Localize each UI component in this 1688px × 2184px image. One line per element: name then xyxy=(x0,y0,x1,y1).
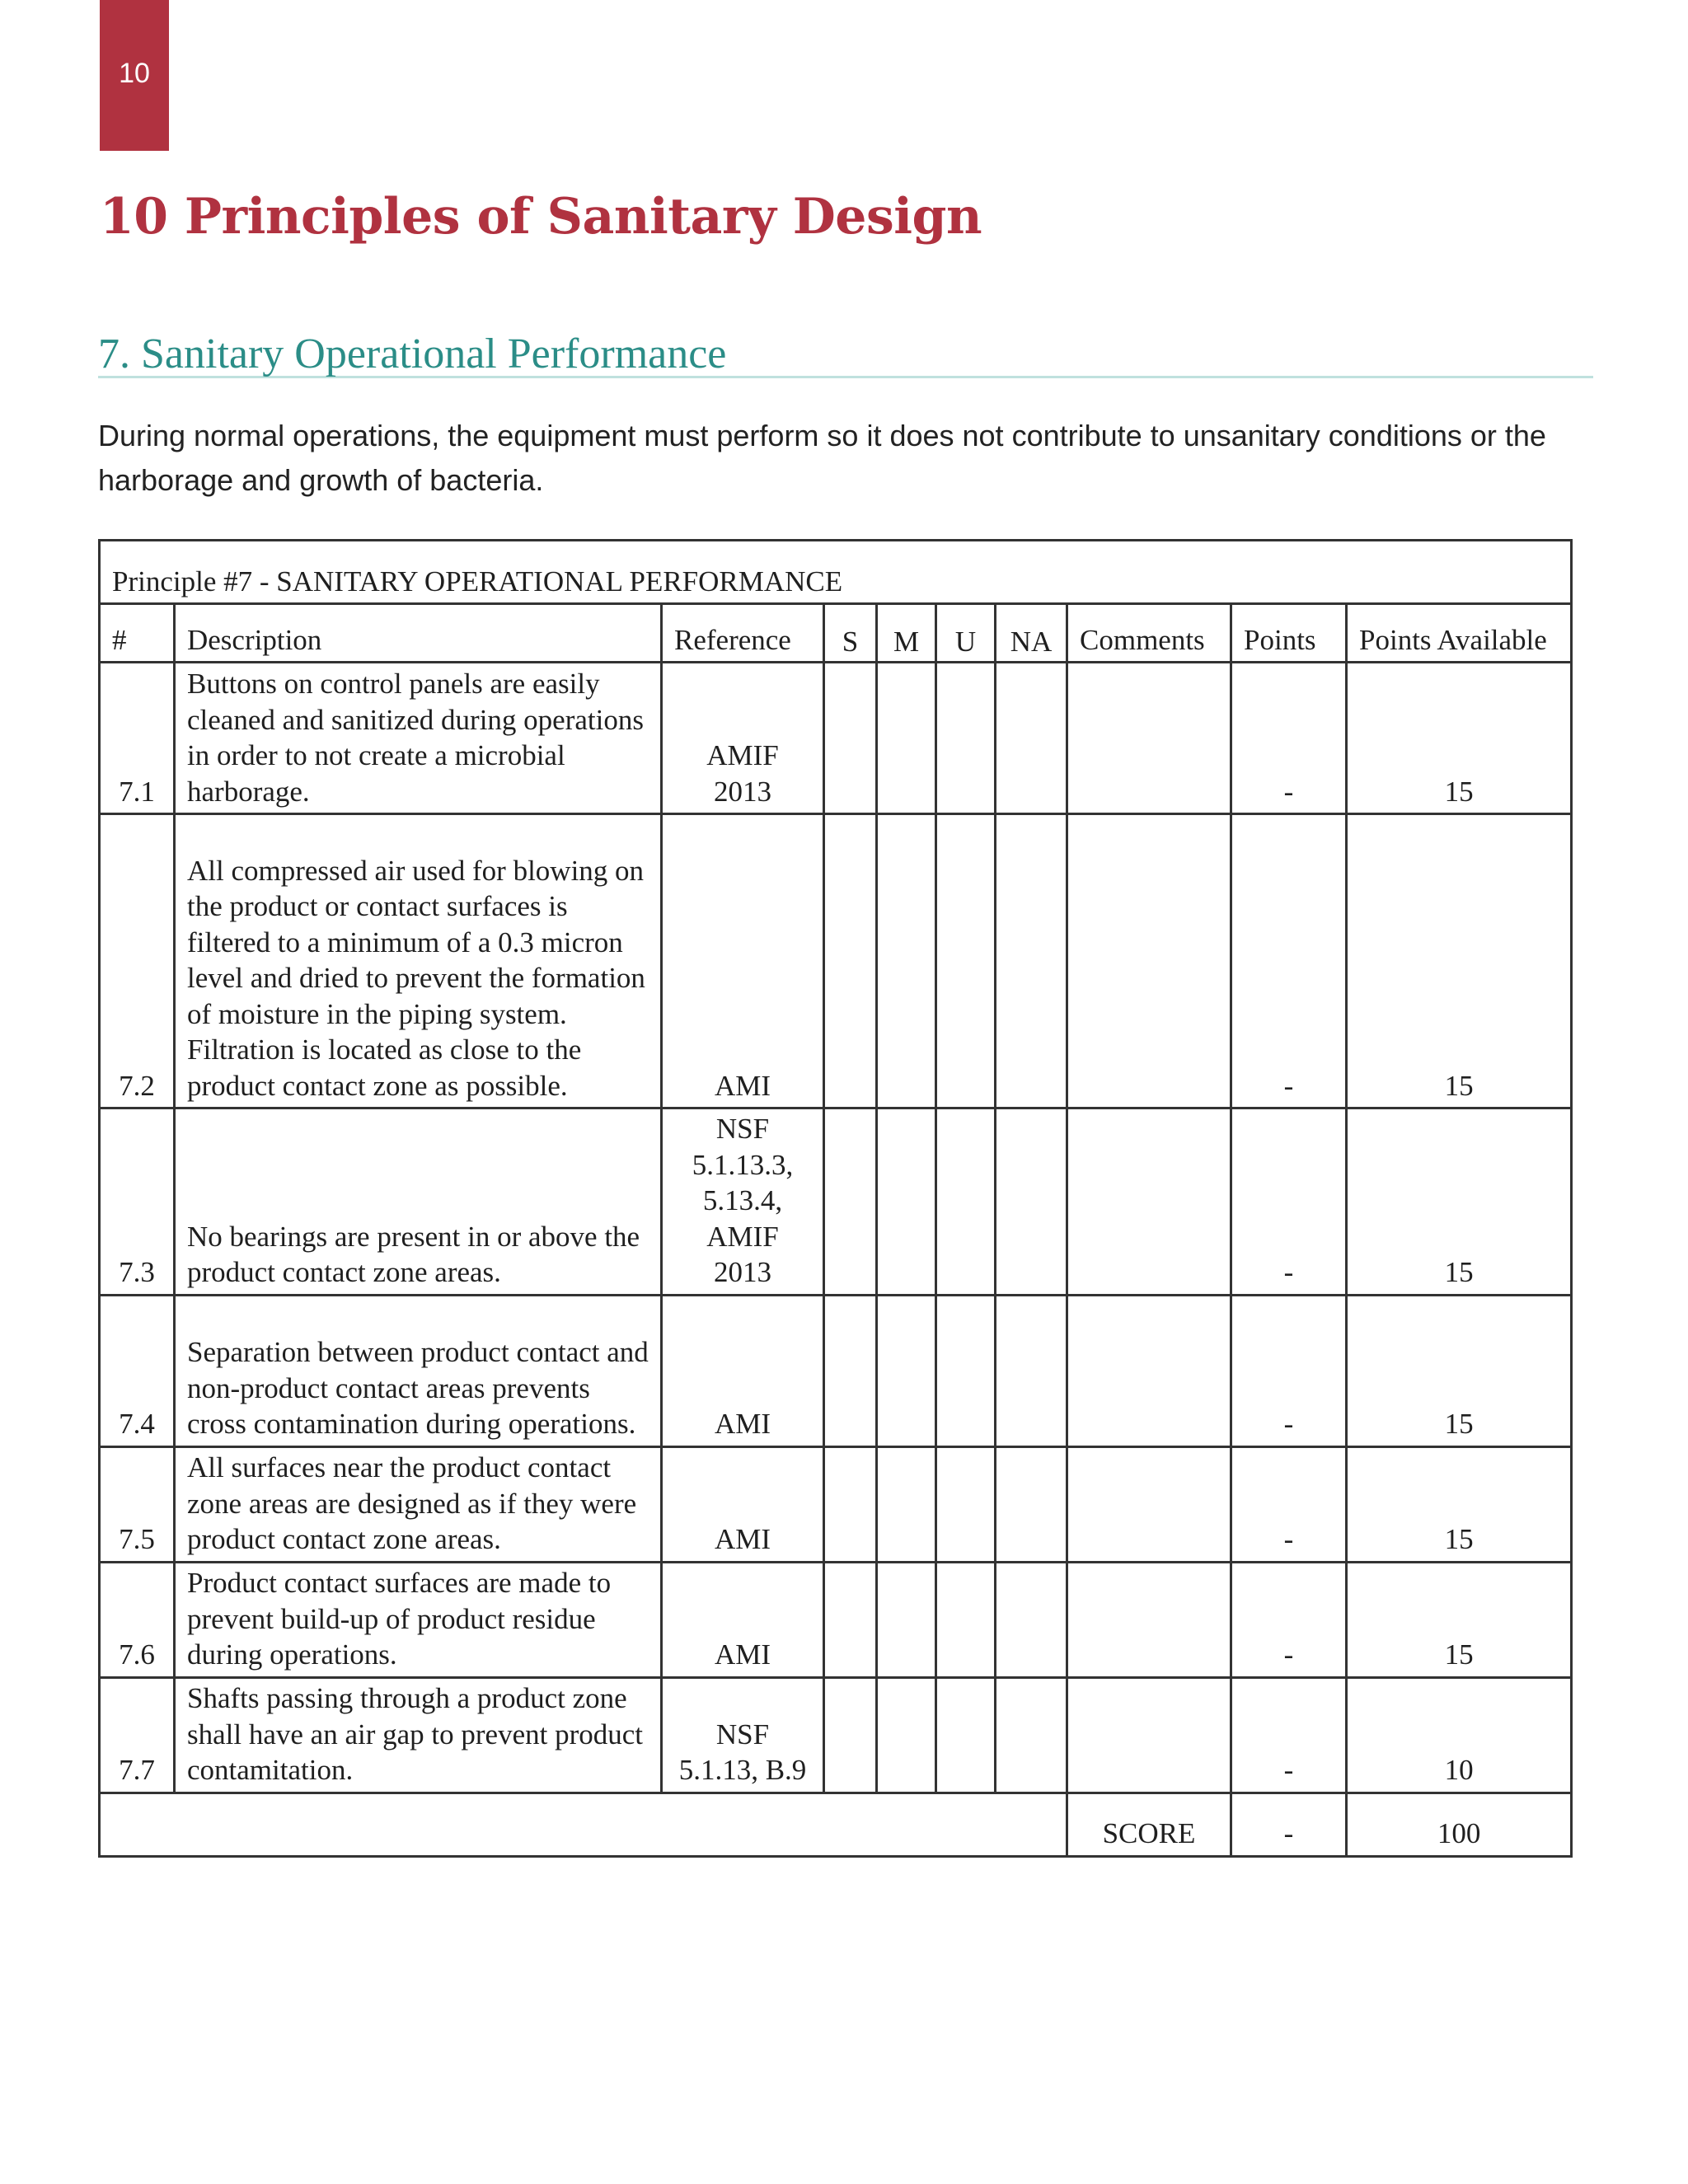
row-comments-cell[interactable] xyxy=(1067,663,1231,814)
score-row xyxy=(100,1793,1572,1856)
row-s-cell[interactable] xyxy=(824,814,877,1108)
row-s-cell[interactable] xyxy=(824,663,877,814)
header-u: U xyxy=(936,604,996,663)
row-points: - xyxy=(1231,663,1347,814)
score-points: - xyxy=(1231,1793,1347,1856)
row-u-cell[interactable] xyxy=(936,1677,996,1793)
row-reference: NSF 5.1.13, B.9 xyxy=(662,1677,824,1793)
row-na-cell[interactable] xyxy=(996,1108,1067,1296)
header-points: Points xyxy=(1231,604,1347,663)
table-title-row xyxy=(100,541,1572,604)
row-u-cell[interactable] xyxy=(936,814,996,1108)
row-reference: AMI xyxy=(662,1446,824,1562)
row-points-available: 15 xyxy=(1347,1562,1572,1677)
table-row xyxy=(100,814,1572,1108)
row-num: 7.4 xyxy=(100,1295,175,1446)
row-points-available: 15 xyxy=(1347,1108,1572,1296)
row-num: 7.5 xyxy=(100,1446,175,1562)
page-number: 10 xyxy=(119,58,150,89)
section-heading: 7. Sanitary Operational Performance xyxy=(98,328,1593,378)
table-title: Principle #7 - SANITARY OPERATIONAL PERFORMANCE xyxy=(100,541,1572,604)
row-u-cell[interactable] xyxy=(936,1295,996,1446)
row-points-available: 10 xyxy=(1347,1677,1572,1793)
header-s: S xyxy=(824,604,877,663)
table-header-row xyxy=(100,604,1572,663)
row-num: 7.2 xyxy=(100,814,175,1108)
row-comments-cell[interactable] xyxy=(1067,1295,1231,1446)
row-points: - xyxy=(1231,814,1347,1108)
header-points-available: Points Available xyxy=(1347,604,1572,663)
row-reference: AMI xyxy=(662,1562,824,1677)
score-row-spacer xyxy=(100,1793,1067,1856)
header-num: # xyxy=(100,604,175,663)
row-num: 7.3 xyxy=(100,1108,175,1296)
row-na-cell[interactable] xyxy=(996,814,1067,1108)
row-u-cell[interactable] xyxy=(936,663,996,814)
row-na-cell[interactable] xyxy=(996,1677,1067,1793)
row-points: - xyxy=(1231,1108,1347,1296)
page-number-tab xyxy=(100,0,169,151)
header-description: Description xyxy=(175,604,662,663)
row-description: All surfaces near the product contact zone areas are designed as if they were product contact zone areas. xyxy=(175,1446,662,1562)
row-points: - xyxy=(1231,1295,1347,1446)
row-m-cell[interactable] xyxy=(877,1295,936,1446)
row-comments-cell[interactable] xyxy=(1067,1446,1231,1562)
row-points-available: 15 xyxy=(1347,663,1572,814)
row-comments-cell[interactable] xyxy=(1067,1562,1231,1677)
row-m-cell[interactable] xyxy=(877,1108,936,1296)
row-m-cell[interactable] xyxy=(877,1562,936,1677)
table-row xyxy=(100,1562,1572,1677)
row-u-cell[interactable] xyxy=(936,1562,996,1677)
row-points: - xyxy=(1231,1446,1347,1562)
row-m-cell[interactable] xyxy=(877,1677,936,1793)
row-na-cell[interactable] xyxy=(996,1446,1067,1562)
row-description: All compressed air used for blowing on the product or contact surfaces is filtered to a minimum of a 0.3 micron level and dried to prevent the formation of moisture in the piping system. Filtration is located as close to the product contact zone as possible. xyxy=(175,814,662,1108)
row-m-cell[interactable] xyxy=(877,1446,936,1562)
row-na-cell[interactable] xyxy=(996,1562,1067,1677)
row-m-cell[interactable] xyxy=(877,814,936,1108)
row-comments-cell[interactable] xyxy=(1067,1108,1231,1296)
row-comments-cell[interactable] xyxy=(1067,1677,1231,1793)
row-na-cell[interactable] xyxy=(996,663,1067,814)
row-points-available: 15 xyxy=(1347,814,1572,1108)
row-description: No bearings are present in or above the product contact zone areas. xyxy=(175,1108,662,1296)
intro-paragraph: During normal operations, the equipment must perform so it does not contribute to unsanitary conditions or the harborage and growth of bacteria. xyxy=(98,419,1546,497)
row-m-cell[interactable] xyxy=(877,663,936,814)
row-reference: AMI xyxy=(662,814,824,1108)
table-row xyxy=(100,663,1572,814)
row-u-cell[interactable] xyxy=(936,1108,996,1296)
document-title: 10 Principles of Sanitary Design xyxy=(100,188,982,246)
row-description: Shafts passing through a product zone shall have an air gap to prevent product contamitation. xyxy=(175,1677,662,1793)
row-s-cell[interactable] xyxy=(824,1295,877,1446)
score-label: SCORE xyxy=(1067,1793,1231,1856)
principle-table xyxy=(98,539,1573,1858)
header-comments: Comments xyxy=(1067,604,1231,663)
table-row xyxy=(100,1677,1572,1793)
row-u-cell[interactable] xyxy=(936,1446,996,1562)
header-m: M xyxy=(877,604,936,663)
table-row xyxy=(100,1108,1572,1296)
row-na-cell[interactable] xyxy=(996,1295,1067,1446)
table-row xyxy=(100,1295,1572,1446)
row-s-cell[interactable] xyxy=(824,1108,877,1296)
row-description: Buttons on control panels are easily cleaned and sanitized during operations in order to not create a microbial harborage. xyxy=(175,663,662,814)
row-s-cell[interactable] xyxy=(824,1446,877,1562)
row-reference: NSF 5.1.13.3, 5.13.4, AMIF 2013 xyxy=(662,1108,824,1296)
row-reference: AMI xyxy=(662,1295,824,1446)
row-num: 7.1 xyxy=(100,663,175,814)
row-num: 7.7 xyxy=(100,1677,175,1793)
row-points-available: 15 xyxy=(1347,1446,1572,1562)
header-reference: Reference xyxy=(662,604,824,663)
row-s-cell[interactable] xyxy=(824,1562,877,1677)
row-description: Product contact surfaces are made to prevent build-up of product residue during operations. xyxy=(175,1562,662,1677)
row-points-available: 15 xyxy=(1347,1295,1572,1446)
row-s-cell[interactable] xyxy=(824,1677,877,1793)
row-num: 7.6 xyxy=(100,1562,175,1677)
score-points-available: 100 xyxy=(1347,1793,1572,1856)
row-points: - xyxy=(1231,1562,1347,1677)
header-na: NA xyxy=(996,604,1067,663)
row-reference: AMIF 2013 xyxy=(662,663,824,814)
table-row xyxy=(100,1446,1572,1562)
row-description: Separation between product contact and non-product contact areas prevents cross contamination during operations. xyxy=(175,1295,662,1446)
row-comments-cell[interactable] xyxy=(1067,814,1231,1108)
row-points: - xyxy=(1231,1677,1347,1793)
